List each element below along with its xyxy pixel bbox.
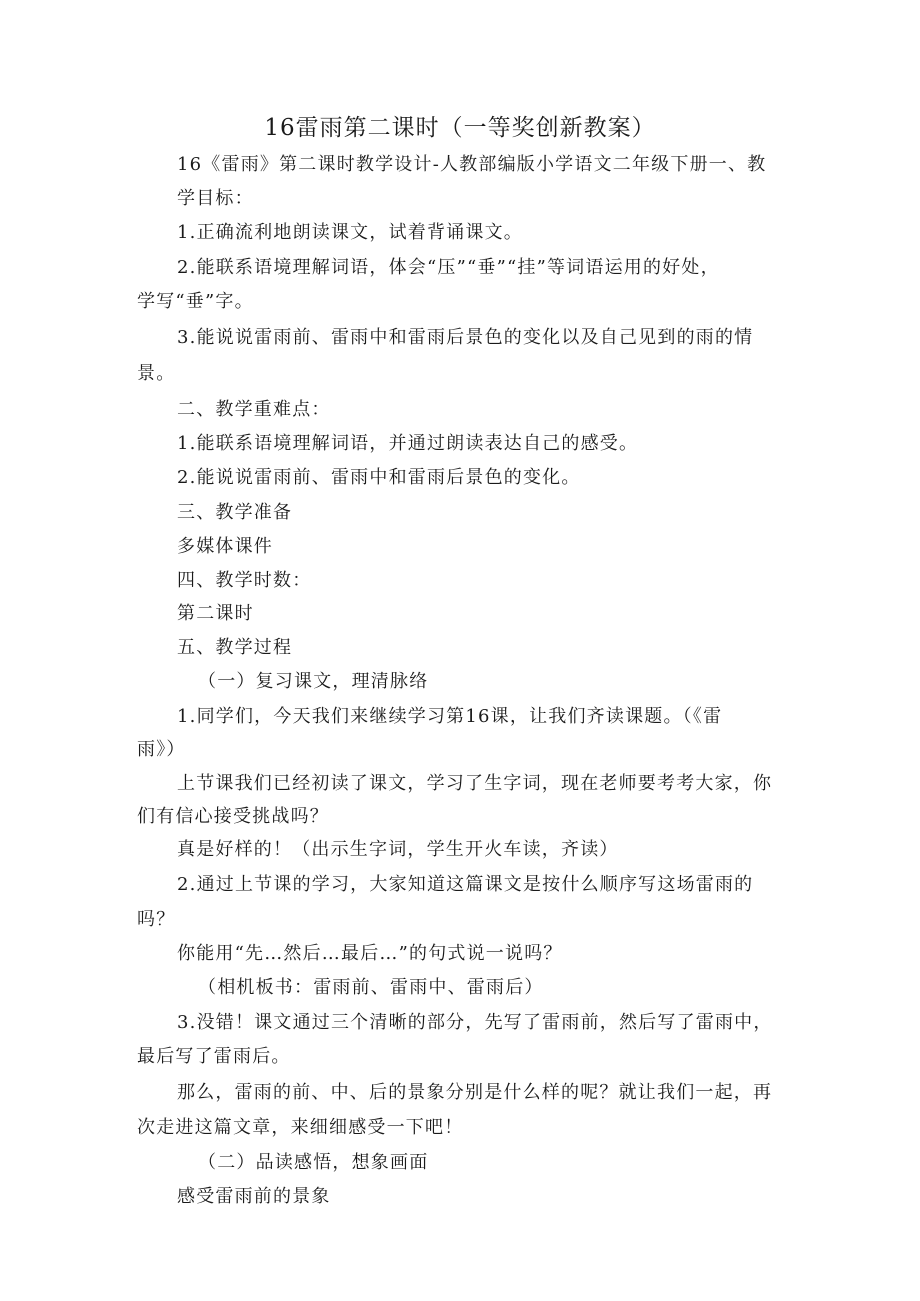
section-heading: 三、教学准备 xyxy=(177,502,293,523)
subsection-heading: （二）品读感悟，想象画面 xyxy=(198,1152,429,1173)
paragraph-line: 2.能联系语境理解词语，体会“压”“垂”“挂”等词语运用的好处， xyxy=(177,257,720,278)
paragraph-line: 2.能说说雷雨前、雷雨中和雷雨后景色的变化。 xyxy=(177,467,581,488)
paragraph-line: 多媒体课件 xyxy=(177,536,273,557)
paragraph-line: 1.能联系语境理解词语，并通过朗读表达自己的感受。 xyxy=(177,433,639,454)
section-heading: 四、教学时数： xyxy=(177,570,312,591)
paragraph-line: 3.没错！课文通过三个清晰的部分，先写了雷雨前，然后写了雷雨中， xyxy=(177,1012,773,1033)
paragraph-line: 1.同学们，今天我们来继续学习第16课，让我们齐读课题。（《雷 xyxy=(177,706,723,727)
paragraph-line: 学目标： xyxy=(177,188,254,209)
paragraph-line: 最后写了雷雨后。 xyxy=(137,1046,291,1067)
paragraph-line: （相机板书：雷雨前、雷雨中、雷雨后） xyxy=(198,977,544,998)
paragraph-line: 上节课我们已经初读了课文，学习了生字词，现在老师要考考大家，你 xyxy=(177,773,773,794)
subsection-heading: （一）复习课文，理清脉络 xyxy=(198,671,429,692)
paragraph-line: 真是好样的！（出示生字词，学生开火车读，齐读） xyxy=(177,839,619,860)
paragraph-line: 那么，雷雨的前、中、后的景象分别是什么样的呢？就让我们一起，再 xyxy=(177,1082,773,1103)
paragraph-line: 学写“垂”字。 xyxy=(137,291,254,312)
paragraph-line: 第二课时 xyxy=(177,603,254,624)
paragraph-line: 雨》） xyxy=(137,739,186,760)
paragraph-line: 16《雷雨》第二课时教学设计-人教部编版小学语文二年级下册一、教 xyxy=(177,154,767,175)
paragraph-line: 2.通过上节课的学习，大家知道这篇课文是按什么顺序写这场雷雨的 xyxy=(177,874,754,895)
section-heading: 五、教学过程 xyxy=(177,637,293,658)
paragraph-line: 景。 xyxy=(137,363,176,384)
paragraph-line: 吗？ xyxy=(137,909,176,930)
paragraph-line: 次走进这篇文章，来细细感受一下吧！ xyxy=(137,1117,464,1138)
section-heading: 二、教学重难点： xyxy=(177,399,331,420)
paragraph-line: 们有信心接受挑战吗？ xyxy=(137,806,329,827)
paragraph-line: 1.正确流利地朗读课文，试着背诵课文。 xyxy=(177,222,523,243)
paragraph-line: 感受雷雨前的景象 xyxy=(177,1186,331,1207)
document-title: 16雷雨第二课时（一等奖创新教案） xyxy=(264,115,656,141)
paragraph-line: 3.能说说雷雨前、雷雨中和雷雨后景色的变化以及自己见到的雨的情 xyxy=(177,327,754,348)
paragraph-line: 你能用“先…然后…最后…”的句式说一说吗？ xyxy=(177,943,563,964)
